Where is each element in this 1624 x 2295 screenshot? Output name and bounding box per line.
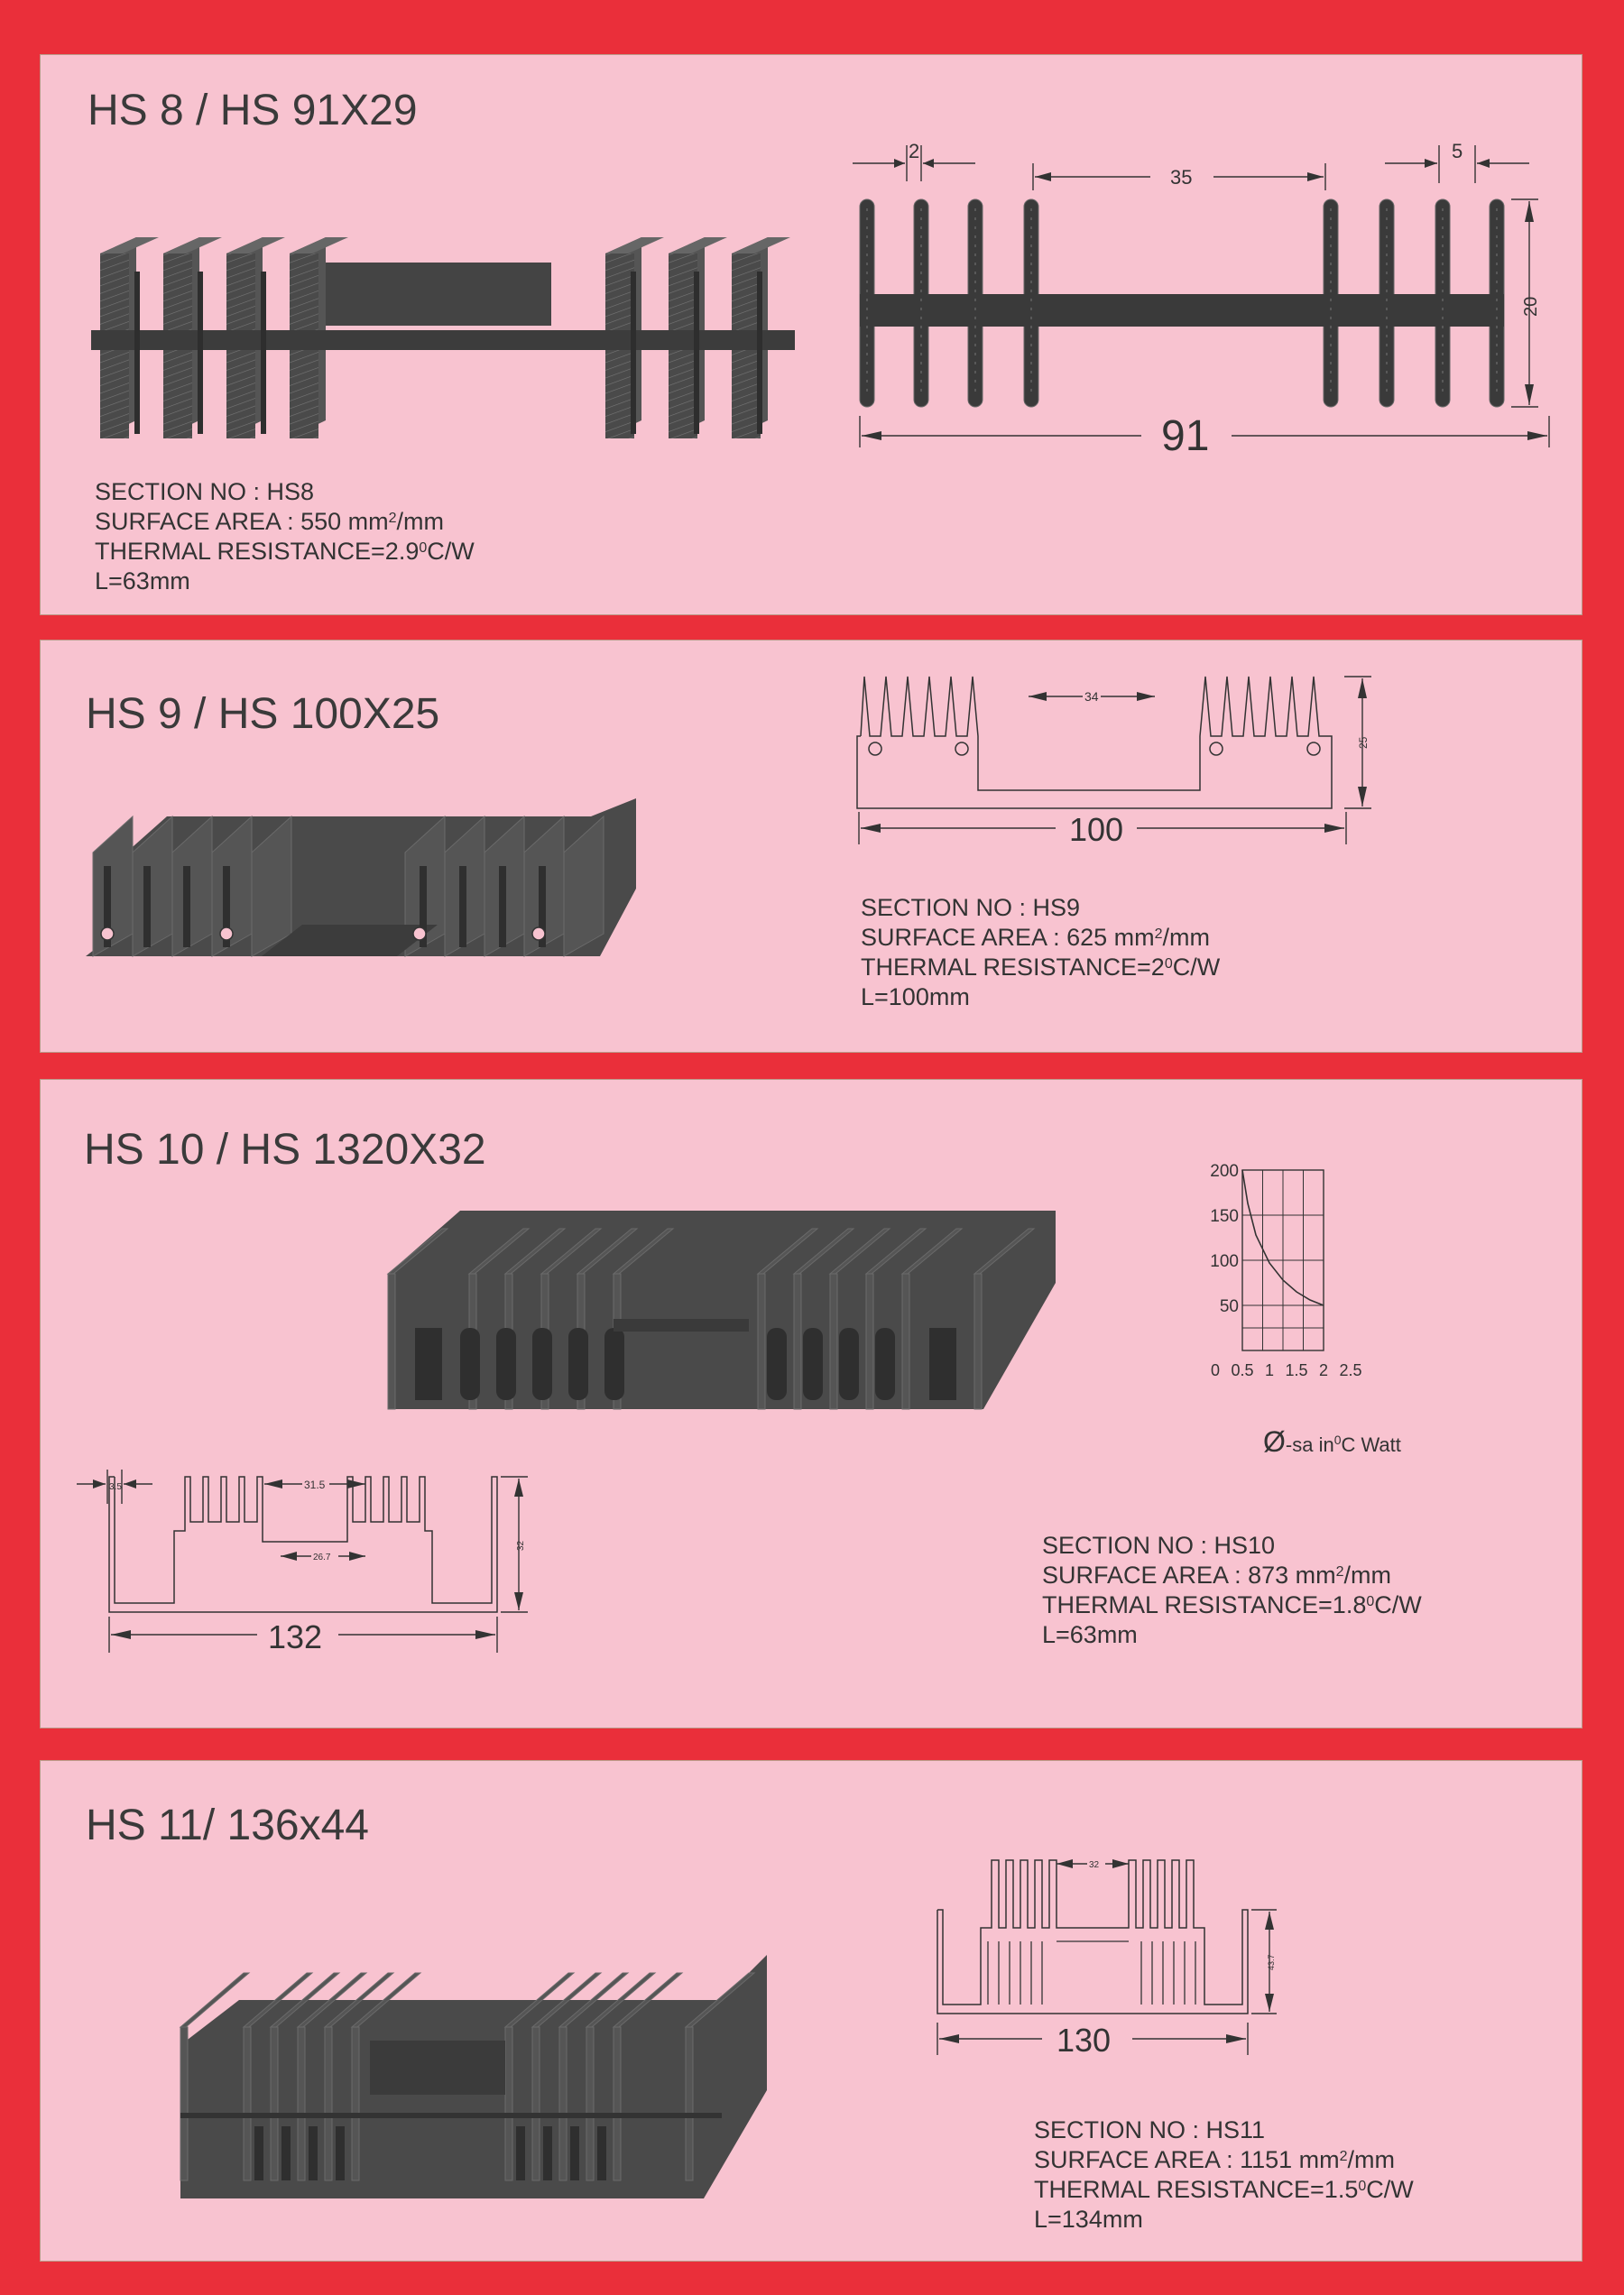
hs8-dim-height: 20 [1521, 296, 1541, 317]
chart-x-axis-label: Ø-sa $in^0C$ Watt [1263, 1425, 1401, 1458]
thermal-resistance-chart [1159, 1161, 1448, 1459]
hs10-section-no: SECTION NO : HS10 [1042, 1532, 1276, 1559]
hs11-dim-gap: 32 [1089, 1860, 1100, 1870]
hs8-dim-gap: 35 [1170, 166, 1193, 189]
hs9-dim-height: 25 [1357, 736, 1370, 749]
hs11-specs [1034, 2115, 1414, 2235]
hs11-cross-section-drawing [934, 1851, 1565, 2086]
section-hs10 [40, 1079, 1582, 1728]
chart-x-tick-label: 1 [1264, 1361, 1275, 1379]
hs11-section-no: SECTION NO : HS11 [1034, 2116, 1266, 2143]
hs9-specs [861, 893, 1220, 1012]
hs9-surface-area: SURFACE AREA : 625 $mm^2/mm$ [861, 924, 1210, 951]
hs11-surface-area: SURFACE AREA : 1151 $mm^2/mm$ [1034, 2146, 1396, 2173]
hs10-specs [1042, 1531, 1422, 1650]
hs11-dim-height: 43.7 [1267, 1954, 1276, 1970]
chart-x-tick-label: 0.5 [1231, 1361, 1254, 1379]
hs8-dim-pitch: 5 [1452, 140, 1463, 162]
hs10-dim-inner-gap: 26.7 [313, 1553, 331, 1562]
page-title-hs8: HS 8 / HS 91X29 [88, 87, 418, 134]
chart-x-tick-label: 2 [1318, 1361, 1329, 1379]
hs8-isometric-illustration [91, 181, 795, 470]
hs8-section-no: SECTION NO : HS8 [95, 478, 315, 505]
chart-y-tick-label: 150 [1210, 1207, 1239, 1226]
hs8-cross-section-drawing [853, 100, 1556, 460]
section-hs9 [40, 640, 1582, 1053]
hs10-dim-top-gap: 31.5 [304, 1479, 326, 1491]
hs8-length: L=63mm [95, 567, 190, 594]
hs9-dim-width: 100 [1069, 811, 1124, 848]
hs11-thermal-resistance: THERMAL $RESISTANCE=1.5^0C/W$ [1034, 2176, 1414, 2203]
hs10-dim-fin-thickness: 3.5 [109, 1482, 122, 1492]
hs9-thermal-resistance: THERMAL $RESISTANCE=2^0C/W$ [861, 954, 1221, 981]
hs8-dim-width: 91 [1161, 412, 1210, 460]
section-hs8 [40, 54, 1582, 615]
chart-x-tick-label: 2.5 [1339, 1361, 1362, 1379]
hs8-specs [95, 477, 475, 596]
hs9-cross-section-drawing [857, 677, 1416, 884]
hs10-surface-area: SURFACE AREA : 873 $mm^2/mm$ [1042, 1562, 1391, 1589]
chart-x-tick-label: 0 [1210, 1361, 1221, 1379]
hs11-length: L=134mm [1034, 2206, 1143, 2233]
hs9-length: L=100mm [861, 983, 970, 1010]
section-hs11 [40, 1760, 1582, 2262]
page-title-hs9: HS 9 / HS 100X25 [86, 690, 440, 738]
hs8-thermal-resistance: THERMAL $RESISTANCE=2.9^0C/W$ [95, 538, 475, 565]
hs10-cross-section-drawing [77, 1468, 762, 1702]
page-title-hs10: HS 10 / HS 1320X32 [84, 1126, 486, 1174]
hs9-section-no: SECTION NO : HS9 [861, 894, 1081, 921]
hs10-length: L=63mm [1042, 1621, 1138, 1648]
chart-y-tick-label: 100 [1210, 1252, 1239, 1271]
chart-x-tick-label: 1.5 [1285, 1361, 1308, 1379]
hs10-isometric-illustration [388, 1202, 1074, 1418]
hs8-dim-fin-thickness: 2 [909, 140, 920, 162]
page-title-hs11: HS 11/ 136x44 [86, 1802, 369, 1849]
hs9-dim-gap: 34 [1084, 689, 1099, 704]
chart-y-tick-label: 200 [1210, 1162, 1239, 1181]
hs9-isometric-illustration [86, 798, 645, 1006]
hs10-thermal-resistance: THERMAL $RESISTANCE=1.8^0C/W$ [1042, 1591, 1422, 1618]
hs11-dim-width: 130 [1057, 2022, 1112, 2059]
hs10-dim-width: 132 [268, 1618, 323, 1655]
hs8-surface-area: SURFACE AREA : 550 $mm^2/mm$ [95, 508, 444, 535]
hs11-isometric-illustration [180, 1937, 767, 2207]
hs10-dim-height: 32 [516, 1540, 526, 1551]
chart-y-tick-label: 50 [1219, 1297, 1239, 1316]
